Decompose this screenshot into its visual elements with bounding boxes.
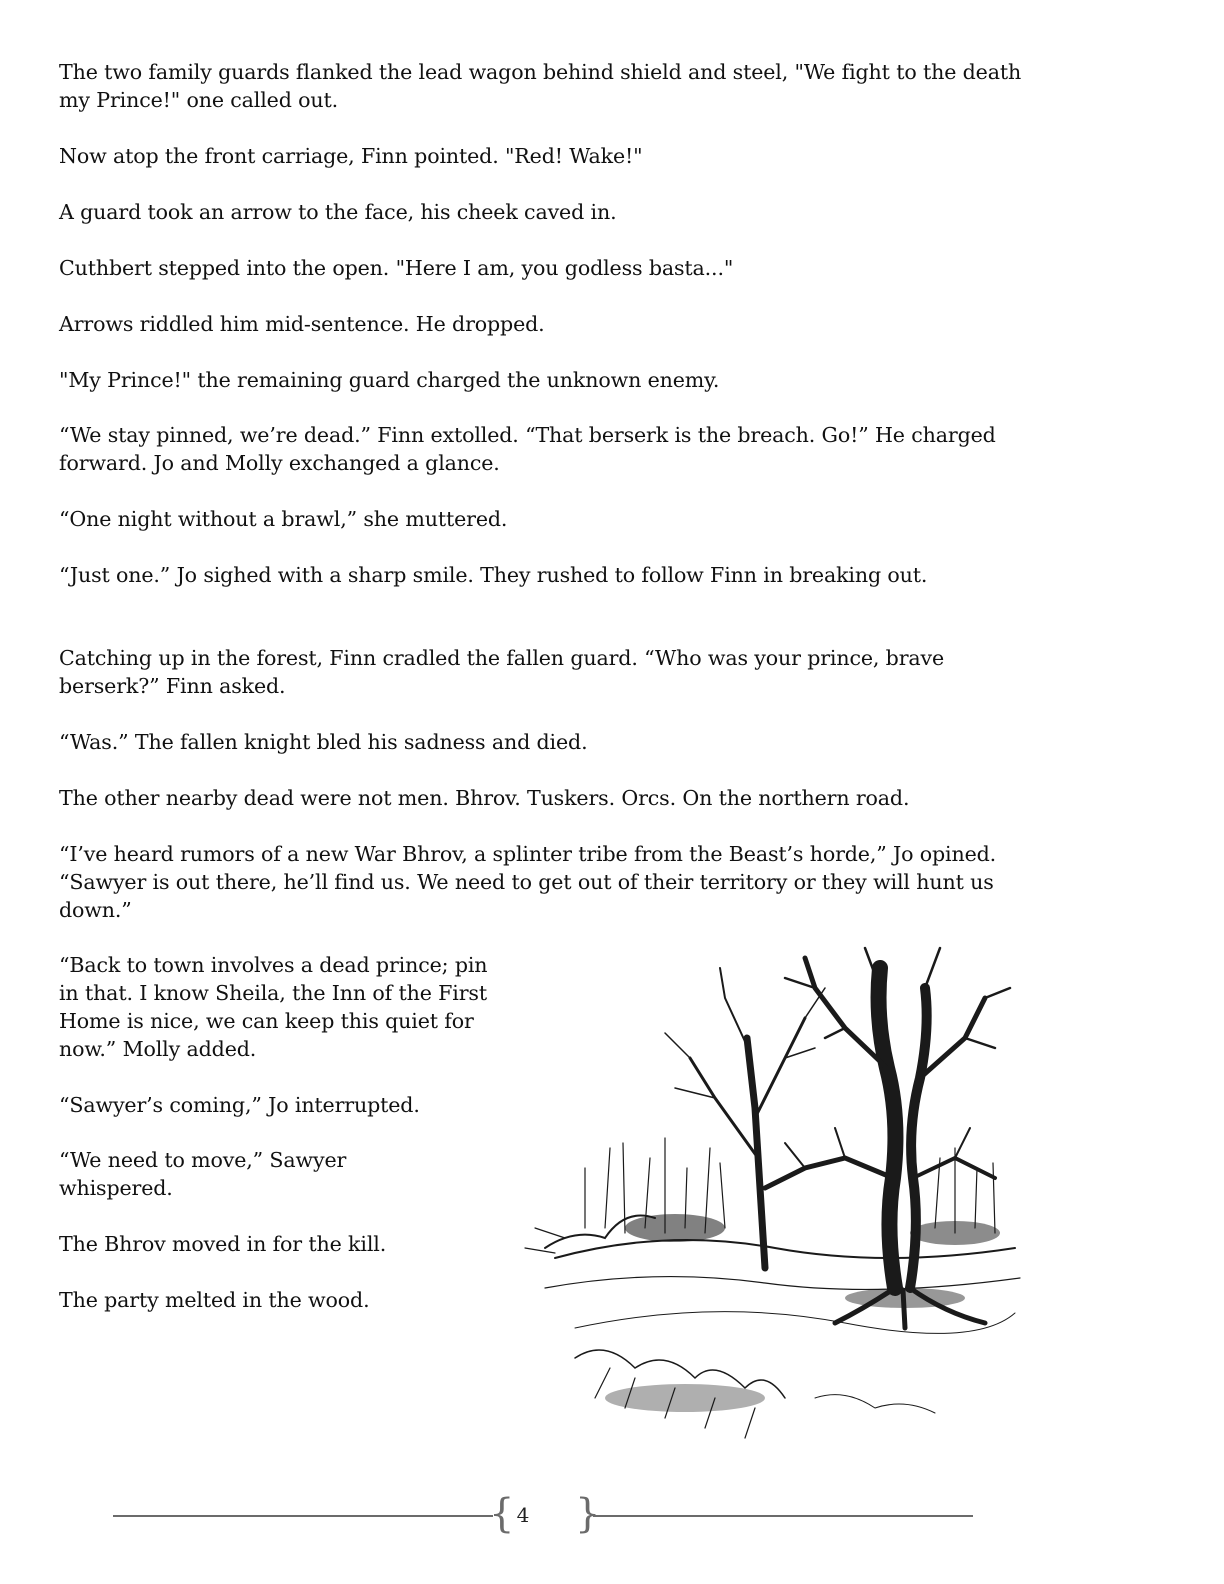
paragraph: “Was.” The fallen knight bled his sadness and died. — [59, 730, 588, 754]
paragraph: “We need to move,” Sawyer whispered. — [59, 1148, 347, 1200]
paragraph: “I’ve heard rumors of a new War Bhrov, a splinter tribe from the Beast’s horde,” Jo opined. “Sawyer is out there, he’ll find us. We need to get out of their territory or they will hunt us down.” — [59, 842, 997, 922]
page-number: 4 — [516, 1503, 530, 1527]
forest-tree-engraving-icon — [515, 928, 1025, 1458]
left-bracket-icon: { — [489, 1491, 515, 1537]
paragraph: The Bhrov moved in for the kill. — [59, 1232, 387, 1256]
paragraph: Cuthbert stepped into the open. "Here I am, you godless basta..." — [59, 256, 734, 280]
paragraph: The two family guards flanked the lead wagon behind shield and steel, "We fight to the death my Prince!" one called out. — [59, 60, 1022, 112]
paragraph: “We stay pinned, we’re dead.” Finn extolled. “That berserk is the breach. Go!” He charged forward. Jo and Molly exchanged a glance. — [59, 423, 996, 475]
paragraph: “Just one.” Jo sighed with a sharp smile. They rushed to follow Finn in breaking out. — [59, 563, 928, 587]
paragraph: Catching up in the forest, Finn cradled the fallen guard. “Who was your prince, brave berserk?” Finn asked. — [59, 646, 945, 698]
right-bracket-icon: } — [575, 1491, 601, 1537]
paragraph: “One night without a brawl,” she muttered. — [59, 507, 508, 531]
footer-rule-right — [593, 1515, 973, 1517]
paragraph: Now atop the front carriage, Finn pointed. "Red! Wake!" — [59, 144, 643, 168]
paragraph: “Sawyer’s coming,” Jo interrupted. — [59, 1093, 420, 1117]
paragraph: A guard took an arrow to the face, his cheek caved in. — [59, 200, 617, 224]
footer-rule-left — [113, 1515, 493, 1517]
paragraph: “Back to town involves a dead prince; pin in that. I know Sheila, the Inn of the First Home is nice, we can keep this quiet for now.” Molly added. — [59, 953, 488, 1061]
page-footer — [0, 1490, 1224, 1540]
paragraph: The other nearby dead were not men. Bhrov. Tuskers. Orcs. On the northern road. — [59, 786, 910, 810]
paragraph: The party melted in the wood. — [59, 1288, 370, 1312]
paragraph: "My Prince!" the remaining guard charged the unknown enemy. — [59, 368, 720, 392]
paragraph: Arrows riddled him mid-sentence. He dropped. — [59, 312, 545, 336]
